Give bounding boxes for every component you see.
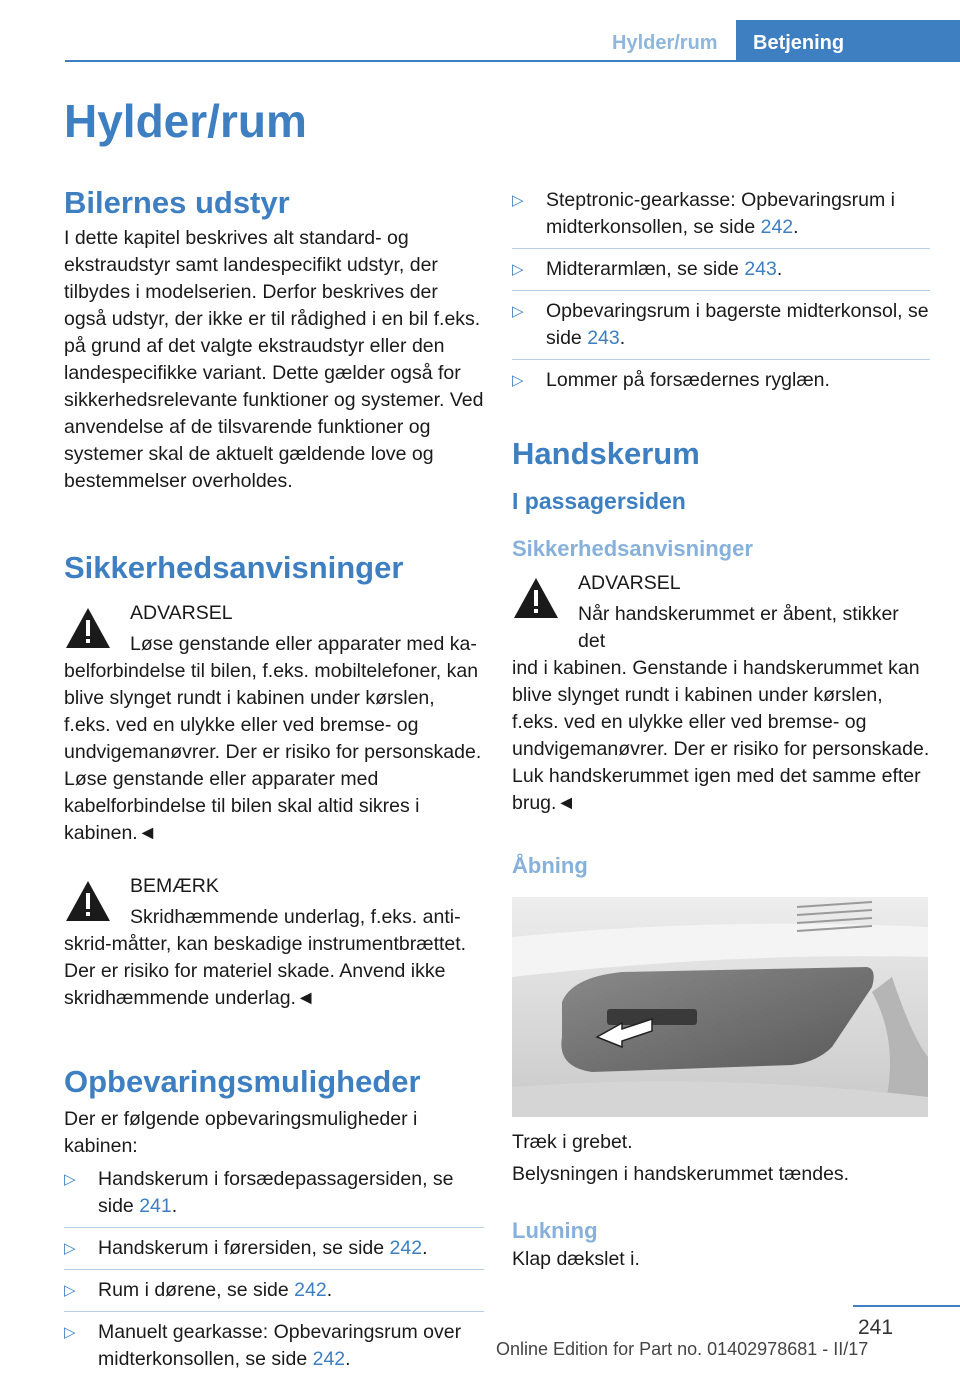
triangle-bullet-icon: ▷ bbox=[512, 261, 524, 278]
note-text-first: Skridhæmmende underlag, f.eks. anti- bbox=[130, 906, 461, 928]
page-link[interactable]: 243 bbox=[744, 258, 777, 280]
triangle-bullet-icon: ▷ bbox=[64, 1282, 76, 1299]
page-number: 241 bbox=[858, 1316, 894, 1339]
heading-closing: Lukning bbox=[512, 1218, 598, 1243]
left-column bbox=[64, 183, 484, 1373]
equipment-text: I dette kapitel beskrives alt standard- og ekstraudstyr samt landespecifikt udstyr, der tilbydes i modelserien. Derfor beskrives der også udstyr, der ikke er til rådighed i en bil f.eks. på grund af det valgte ekstraudstyr eller den landespecifikke variant. Dette gælder også for sikkerhedsrelevante funktioner og systemer. Ved anvendelse af de tilsvarende funktioner og systemer skal de aktuelt gældende love og bestemmelser overholdes. bbox=[64, 227, 484, 492]
list-divider bbox=[64, 1227, 484, 1228]
storage-list-right bbox=[512, 187, 930, 394]
header-section[interactable]: Hylder/rum bbox=[612, 32, 718, 54]
heading-safety: Sikkerhedsanvisninger bbox=[64, 550, 404, 585]
heading-equipment: Bilernes udstyr bbox=[64, 185, 290, 220]
list-item: ▷ Handskerum i forsædepassagersiden, se side 241. bbox=[64, 1168, 454, 1217]
heading-storage: Opbevaringsmuligheder bbox=[64, 1064, 421, 1099]
list-item: ▷ Rum i dørene, se side 242. bbox=[64, 1277, 484, 1304]
warning-text-first: Når handskerummet er åbent, stikker det bbox=[578, 603, 899, 652]
warning-label: ADVARSEL bbox=[578, 572, 681, 594]
warning-text-first: Løse genstande eller apparater med ka- bbox=[130, 633, 477, 655]
close-instruction: Klap dækslet i. bbox=[512, 1248, 640, 1270]
triangle-bullet-icon: ▷ bbox=[64, 1171, 76, 1188]
warning-label: ADVARSEL bbox=[130, 602, 233, 624]
page-link[interactable]: 242 bbox=[389, 1237, 423, 1259]
storage-list-left bbox=[64, 1166, 484, 1373]
page-title: Hylder/rum bbox=[64, 95, 307, 147]
caution-triangle-icon bbox=[64, 879, 112, 923]
header-chapter-tab[interactable] bbox=[736, 20, 960, 62]
page-link[interactable]: 242 bbox=[312, 1348, 346, 1370]
triangle-bullet-icon: ▷ bbox=[512, 372, 524, 389]
page-link[interactable]: 242 bbox=[294, 1279, 327, 1301]
pull-instruction: Træk i grebet. bbox=[512, 1131, 633, 1153]
light-note: Belysningen i handskerummet tændes. bbox=[512, 1163, 850, 1185]
warning-triangle-icon bbox=[512, 576, 560, 620]
triangle-bullet-icon: ▷ bbox=[512, 303, 524, 320]
heading-safety-right: Sikkerhedsanvisninger bbox=[512, 536, 753, 561]
edition-text: Online Edition for Part no. 01402978681 - II/17 bbox=[496, 1339, 869, 1359]
page-link[interactable]: 241 bbox=[139, 1195, 172, 1217]
list-divider bbox=[64, 1269, 484, 1270]
triangle-bullet-icon: ▷ bbox=[64, 1324, 76, 1341]
glovebox-photo bbox=[512, 897, 928, 1117]
page-link[interactable]: 242 bbox=[760, 216, 794, 238]
triangle-bullet-icon: ▷ bbox=[512, 192, 524, 209]
heading-glovebox: Handskerum bbox=[512, 436, 700, 471]
list-item: ▷ Opbevaringsrum i bagerste midterkonsol, se side 243. bbox=[512, 300, 929, 349]
header-chapter-label: Betjening bbox=[753, 32, 845, 54]
note-text: skrid-måtter, kan beskadige instrumentbrættet. Der er risiko for materiel skade. Anvend ikke skridhæmmende underlag.◄ bbox=[64, 933, 467, 1009]
list-item: ▷ Lommer på forsædernes ryglæn. bbox=[512, 367, 930, 394]
list-item: ▷ Handskerum i førersiden, se side 242. bbox=[64, 1235, 484, 1262]
warning-text: belforbindelse til bilen, f.eks. mobiltelefoner, kan blive slynget rundt i kabinen under kørslen, f.eks. ved en ulykke eller ved bremse- og undvigemanøvrer. Der er risiko for personskade. Løse genstande eller apparater med kabelforbindelse til bilen skal altid sikres i kabinen.◄ bbox=[64, 660, 482, 844]
warning-triangle-icon bbox=[64, 606, 112, 650]
right-column bbox=[512, 183, 930, 1273]
list-divider bbox=[512, 248, 930, 249]
glovebox-illustration bbox=[512, 897, 928, 1117]
heading-passenger-side: I passagersiden bbox=[512, 488, 686, 514]
warning-block bbox=[64, 600, 484, 847]
warning-text: ind i kabinen. Genstande i handskerummet kan blive slynget rundt i kabinen under kørslen, f.eks. ved en ulykke eller ved bremse- og undvigemanøvrer. Der er risiko for personskade. Luk handskerummet igen med det samme efter brug.◄ bbox=[512, 657, 930, 814]
list-item: ▷ Midterarmlæn, se side 243. bbox=[512, 256, 930, 283]
storage-intro: Der er følgende opbevaringsmuligheder i kabinen: bbox=[64, 1108, 418, 1157]
note-label: BEMÆRK bbox=[130, 875, 219, 897]
page-link[interactable]: 243 bbox=[587, 327, 620, 349]
triangle-bullet-icon: ▷ bbox=[64, 1240, 76, 1257]
list-divider bbox=[64, 1311, 484, 1312]
warning-block-right bbox=[512, 570, 930, 817]
footer-rule bbox=[853, 1305, 960, 1307]
note-block bbox=[64, 873, 484, 1012]
list-item: ▷ Steptronic-gearkasse: Opbevaringsrum i midterkonsollen, se side 242. bbox=[512, 189, 895, 238]
heading-opening: Åbning bbox=[512, 853, 588, 878]
list-divider bbox=[512, 359, 930, 360]
list-divider bbox=[512, 290, 930, 291]
list-item: ▷ Manuelt gearkasse: Opbevaringsrum over midterkonsollen, se side 242. bbox=[64, 1321, 462, 1370]
